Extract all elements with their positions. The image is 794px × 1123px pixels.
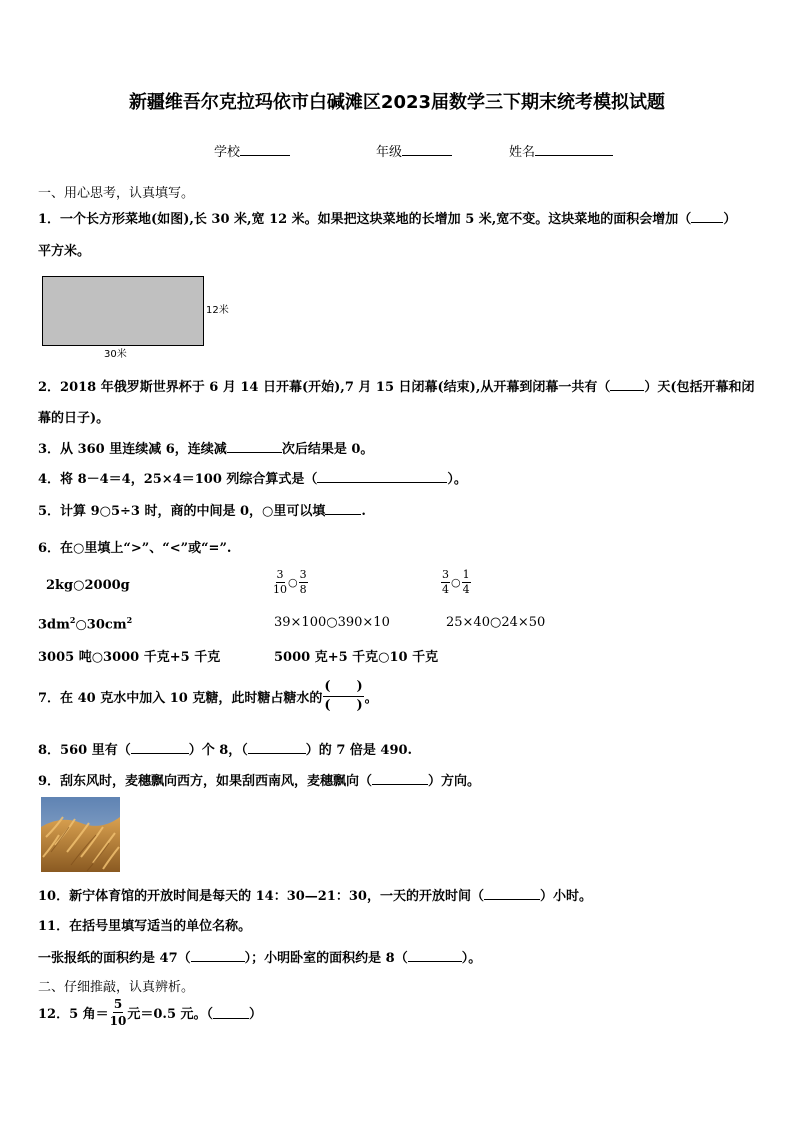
q6-compare-8: 5000 克+5 千克○10 千克 [274,650,439,665]
grade-blank[interactable] [402,143,452,156]
name-blank[interactable] [535,143,613,156]
plot-width-label: 12米 [206,305,229,316]
q1-text-close: ） [723,212,737,227]
name-field [509,141,613,160]
q6-compare-3: $\frac{3}{4}$ ○ $\frac{1}{4}$ [442,568,470,596]
question-9: 9．刮东风时，麦穗飘向西方，如果刮西南风，麦穗飘向（ ）方向。 [38,774,481,789]
school-label: 学校 [214,145,241,160]
q5-text-b: . [361,504,366,519]
q6-compare-2: $\frac{3}{10}$ ○ $\frac{3}{8}$ [273,568,307,596]
q9-blank[interactable] [372,772,428,785]
q4-text: 4．将 8－4＝4，25×4＝100 列综合算式是（ [38,472,318,487]
q11-blank-2[interactable] [408,949,462,962]
q11-sentence: 一张报纸的面积约是 47（ ）；小明卧室的面积约是 8（ ）。 [38,951,482,966]
q7-answer-fraction[interactable]: $\frac{( )}{( )}$ [324,679,363,713]
q3-text: 3．从 360 里连续减 6，连续减 [38,442,227,457]
q8-blank-1[interactable] [131,741,189,754]
question-2 [38,376,755,395]
fraction: $\frac{1}{4}$ [462,568,470,596]
q3-blank[interactable] [227,440,282,453]
section-2-heading: 二、仔细推敲，认真辨析。 [38,980,195,995]
school-blank[interactable] [240,143,290,156]
name-label: 姓名 [509,145,536,160]
q1-text-cont: 平方米。 [38,244,91,259]
q4-text-b: ）。 [447,472,467,487]
school-field [214,141,290,160]
question-5 [38,500,366,519]
q2-blank[interactable] [610,378,644,391]
section-1-heading: 一、用心思考，认真填写。 [38,186,195,201]
fraction: $\frac{3}{4}$ [442,568,449,596]
question-6: 6．在○里填上“>”、“<”或“=”. [38,541,232,556]
q6-compare-6: 25×40○24×50 [446,615,546,630]
question-10: 10．新宁体育馆的开放时间是每天的 14：30—21：30，一天的开放时间（ ）小时。 [38,889,592,904]
question-4 [38,468,467,487]
q7-text: 7．在 40 克水中加入 10 克糖，此时糖占糖水的 [38,691,323,706]
question-7 [38,678,378,715]
q5-blank[interactable] [325,502,361,515]
grade-label: 年级 [376,145,403,160]
q10-blank[interactable] [484,887,540,900]
wheat-illustration [41,797,120,872]
q2-text: 2．2018 年俄罗斯世界杯于 6 月 14 日开幕(开始),7 月 15 日闭幕(结束),从开幕到闭幕一共有（ [38,380,611,395]
q3-text-b: 次后结果是 0。 [281,442,374,457]
fraction: $\frac{3}{8}$ [299,568,307,596]
q6-compare-1: 2kg○2000g [46,578,130,593]
grade-field [376,141,452,160]
question-11: 11．在括号里填写适当的单位名称。 [38,919,252,934]
q1-blank[interactable] [691,210,723,223]
q7-text-end: 。 [364,691,378,706]
q4-blank[interactable] [317,470,447,483]
q8-blank-2[interactable] [248,741,306,754]
plot-length-label: 30米 [104,349,127,360]
q2-text-b: ）天(包括开幕和闭 [644,380,755,395]
q12-blank[interactable] [213,1006,249,1019]
q12-fraction: $\frac{5}{10}$ [109,997,127,1028]
fraction: $\frac{3}{10}$ [273,568,287,596]
q5-text: 5．计算 9○5÷3 时，商的中间是 0，○里可以填 [38,504,326,519]
q1-text: 1．一个长方形菜地(如图),长 30 米,宽 12 米。如果把这块菜地的长增加 5 米,宽不变。这块菜地的面积会增加（ [38,212,692,227]
question-3 [38,438,373,457]
vegetable-plot-rectangle [42,276,204,346]
page-title: 新疆维吾尔克拉玛依市白碱滩区2023届数学三下期末统考模拟试题 [128,92,666,113]
question-1 [38,208,736,227]
q11-blank-1[interactable] [191,949,245,962]
q2-text-cont: 幕的日子)。 [38,411,110,426]
q6-compare-5: 39×100○390×10 [274,615,390,630]
q6-compare-7: 3005 吨○3000 千克+5 千克 [38,650,221,665]
question-8: 8．560 里有（ ）个 8，（ ）的 7 倍是 490. [38,743,413,758]
wheat-field-image [41,797,120,872]
question-12: 12．5 角＝ $\frac{5}{10}$ 元＝0.5 元。（ ） [38,997,263,1028]
q6-compare-4: $3dm^2○30cm^2$ [38,615,133,633]
